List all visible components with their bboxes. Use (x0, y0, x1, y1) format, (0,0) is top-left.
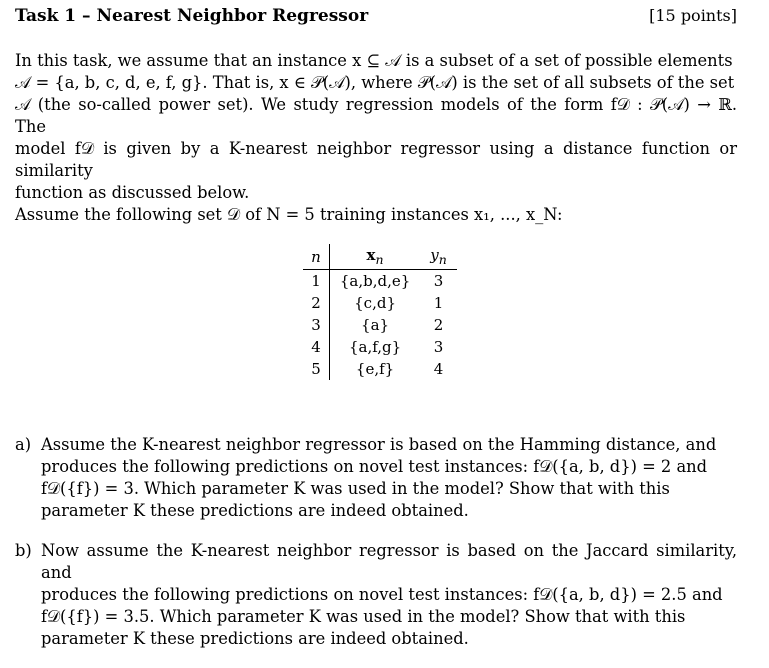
cell-y: 4 (433, 360, 444, 378)
table-header-row (303, 244, 457, 270)
header-x: $x_n$ (329, 244, 420, 270)
given-statement: Assume the following set 𝒟 of N = 5 training instances x₁, ..., x_N: (15, 205, 563, 224)
question-label: a) (15, 435, 32, 454)
cell-n: 1 (303, 270, 329, 293)
question-a (15, 434, 737, 522)
question-line: f𝒟({f}) = 3. Which parameter K was used in the model? Show that with this (41, 479, 670, 498)
intro-paragraph (15, 50, 737, 204)
task-header (15, 6, 737, 34)
task-title: Task 1 – Nearest Neighbor Regressor (15, 6, 369, 26)
intro-line: 𝒜 = {a, b, c, d, e, f, g}. That is, x ∈ 𝒫(𝒜), where 𝒫(𝒜) is the set of all subsets of the set (15, 73, 735, 92)
question-text (41, 434, 737, 522)
header-y: $y_n$ (420, 244, 457, 270)
cell-n: 5 (303, 358, 329, 380)
table-row (303, 358, 457, 380)
training-table-wrap (15, 244, 737, 380)
header-n: n (303, 244, 329, 270)
intro-line: model f𝒟 is given by a K-nearest neighbor regressor using a distance function or similarity (15, 139, 737, 180)
cell-x: {a} (361, 316, 390, 334)
question-label: b) (15, 541, 32, 560)
table-row (303, 314, 457, 336)
question-line: Now assume the K-nearest neighbor regressor is based on the Jaccard similarity, and (41, 541, 737, 582)
intro-line: function as discussed below. (15, 183, 250, 202)
question-line: parameter K these predictions are indeed obtained. (41, 629, 469, 648)
cell-n: 4 (303, 336, 329, 358)
cell-y: 3 (433, 338, 444, 356)
question-b (15, 540, 737, 650)
question-line: produces the following predictions on novel test instances: f𝒟({a, b, d}) = 2.5 and (41, 585, 723, 604)
cell-x: {e,f} (355, 360, 395, 378)
intro-line: 𝒜 (the so-called power set). We study regression models of the form f𝒟 : 𝒫(𝒜) → ℝ. The (15, 95, 737, 136)
cell-y: 2 (433, 316, 444, 334)
document-page (15, 6, 737, 668)
training-table (303, 244, 457, 380)
cell-y: 3 (433, 272, 444, 290)
question-line: Assume the K-nearest neighbor regressor is based on the Hamming distance, and (41, 435, 717, 454)
question-line: parameter K these predictions are indeed obtained. (41, 501, 469, 520)
cell-n: 2 (303, 292, 329, 314)
cell-n: 3 (303, 314, 329, 336)
points-label: [15 points] (649, 6, 737, 25)
cell-x: {c,d} (354, 294, 396, 312)
cell-x: {a,f,g} (348, 338, 402, 356)
question-line: produces the following predictions on novel test instances: f𝒟({a, b, d}) = 2 and (41, 457, 708, 476)
cell-x: {a,b,d,e} (339, 272, 411, 290)
questions-list (15, 434, 737, 650)
table-row (303, 270, 457, 293)
table-row (303, 292, 457, 314)
cell-y: 1 (433, 294, 444, 312)
question-text (41, 540, 737, 650)
question-line: f𝒟({f}) = 3.5. Which parameter K was used in the model? Show that with this (41, 607, 686, 626)
intro-line: In this task, we assume that an instance x ⊆ 𝒜 is a subset of a set of possible elements (15, 51, 733, 70)
table-row (303, 336, 457, 358)
